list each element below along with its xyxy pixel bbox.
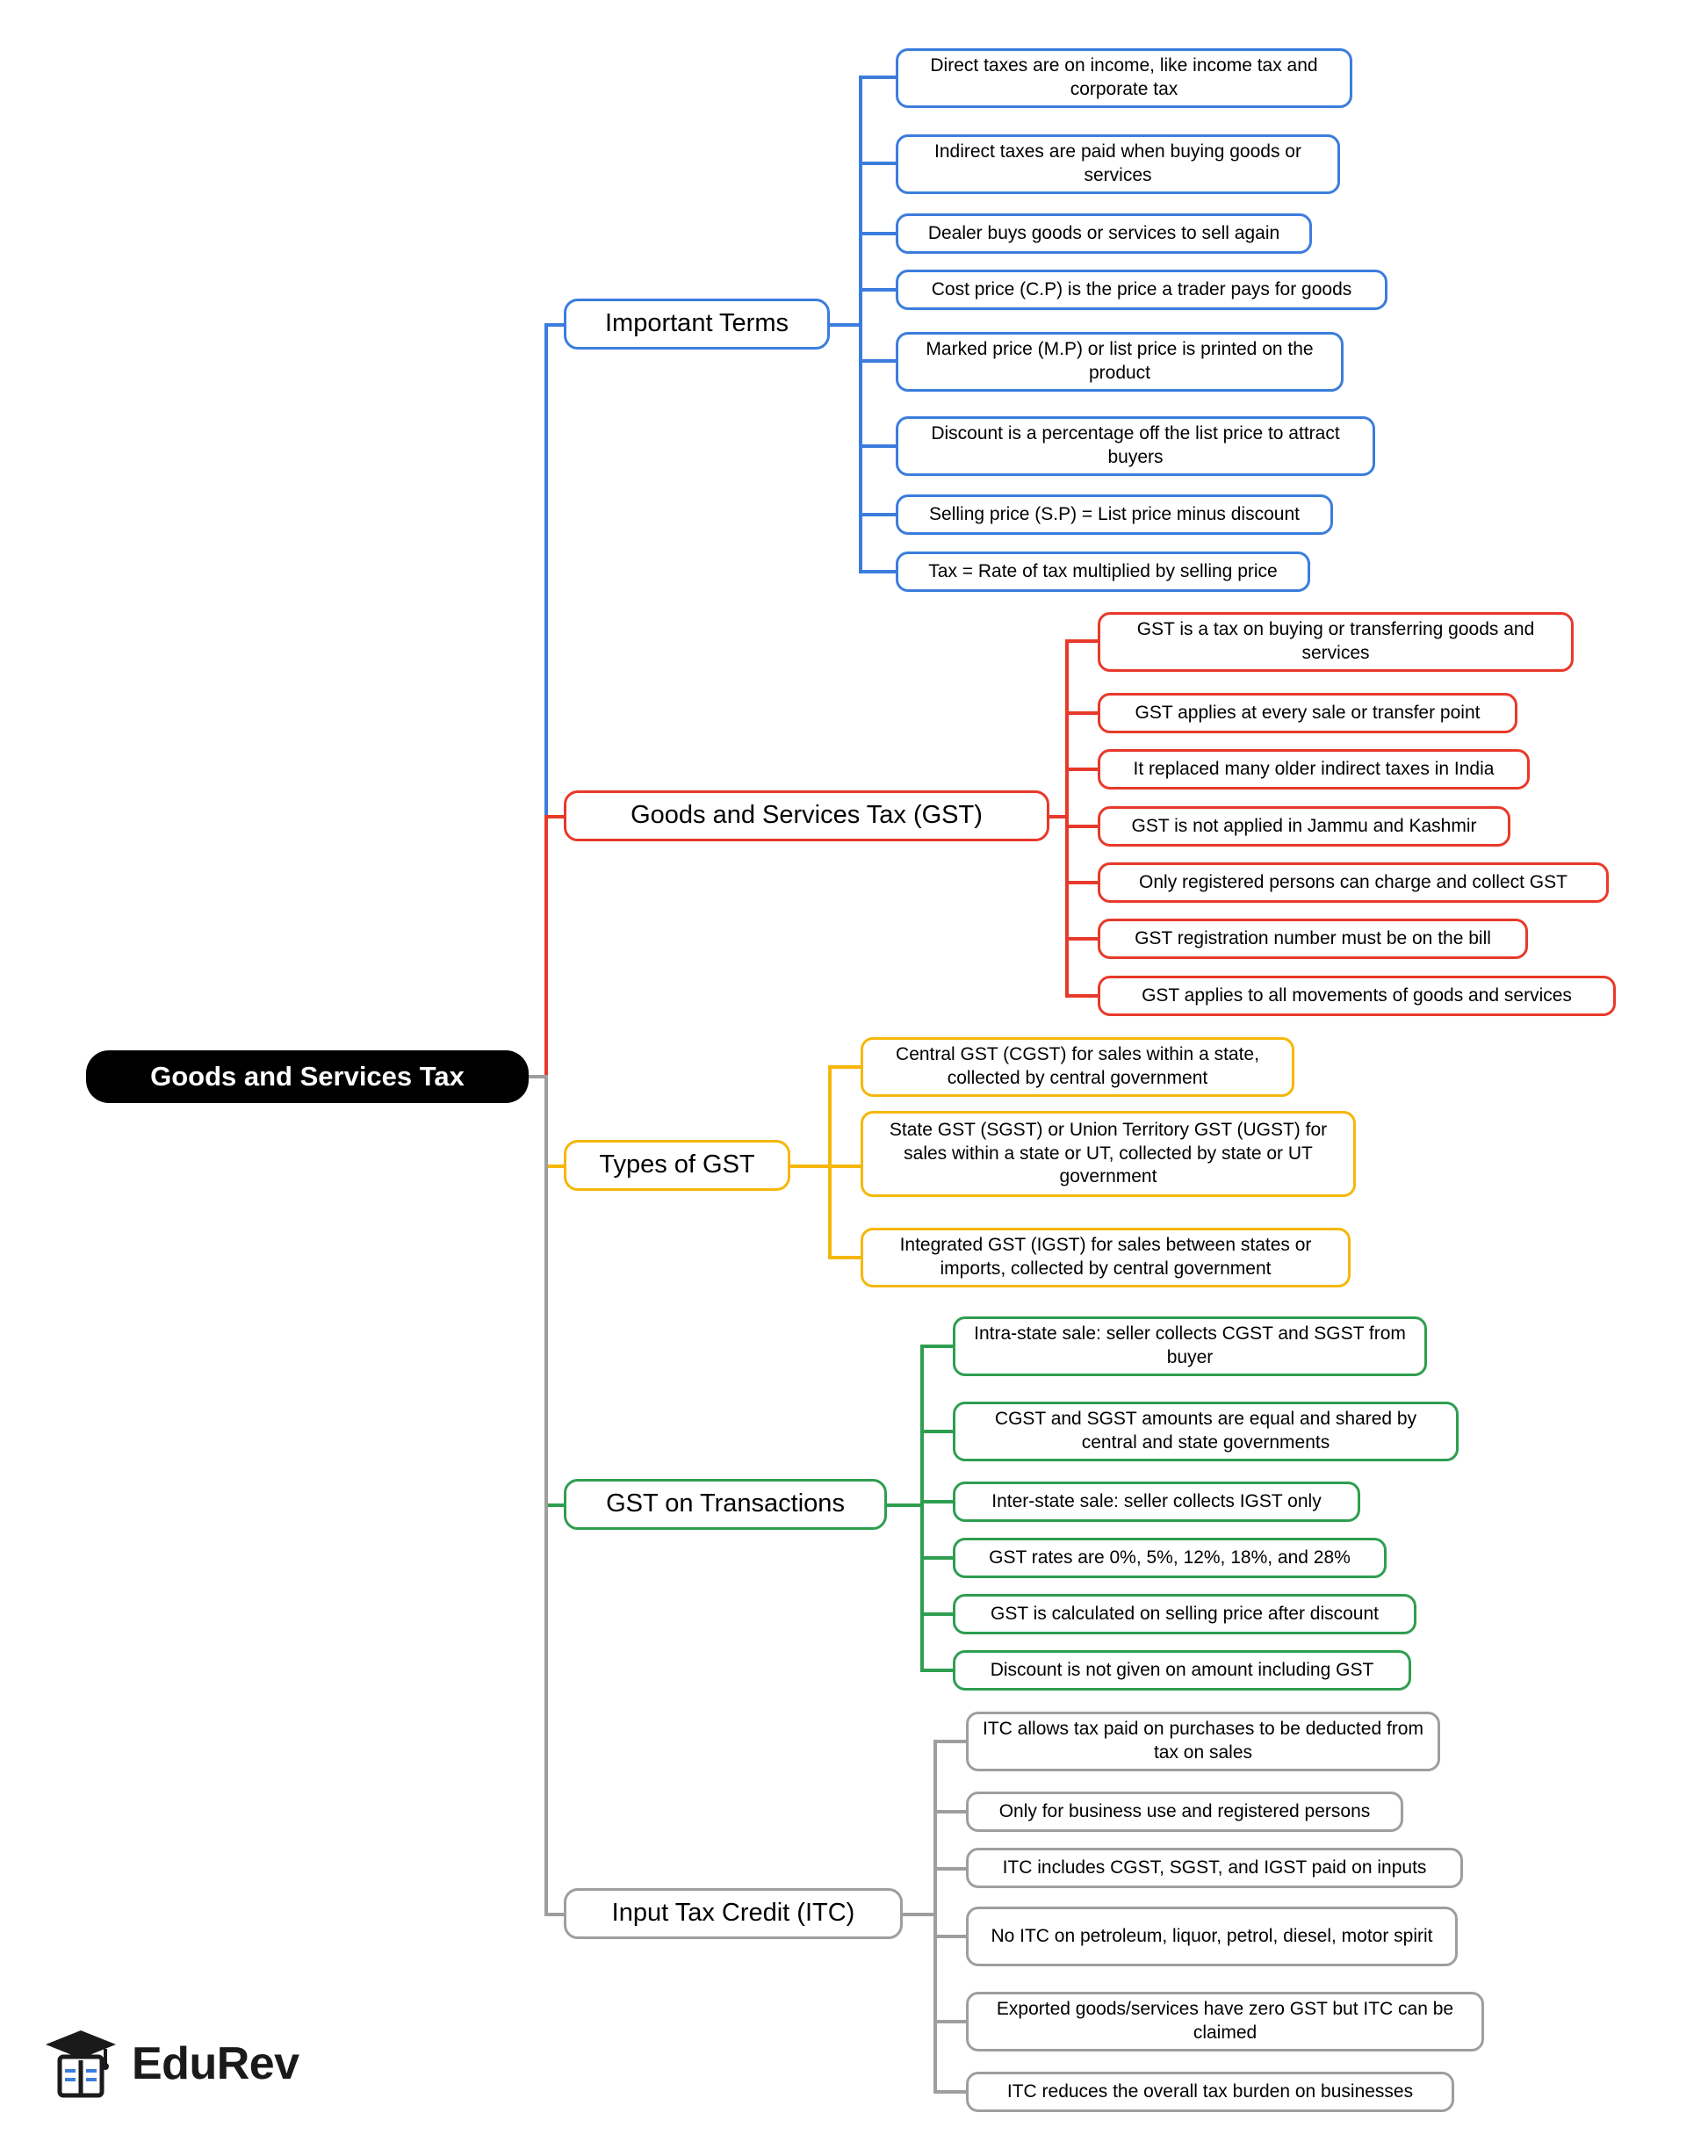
leaf-node[interactable] (966, 1907, 1458, 1966)
leaf-node[interactable] (896, 494, 1333, 535)
leaf-label: Intra-state sale: seller collects CGST and SGST from buyer (974, 1323, 1406, 1367)
leaf-node[interactable] (896, 134, 1340, 194)
leaf-label: Integrated GST (IGST) for sales between states or imports, collected by central government (899, 1235, 1312, 1279)
leaf-node[interactable] (896, 332, 1344, 392)
leaf-label: ITC reduces the overall tax burden on businesses (1006, 2080, 1414, 2102)
leaf-label: Exported goods/services have zero GST but ITC can be claimed (996, 1999, 1454, 2043)
leaf-node[interactable] (966, 2072, 1454, 2112)
branch-types-of-gst[interactable] (564, 1140, 790, 1191)
leaf-node[interactable] (861, 1037, 1294, 1097)
leaf-node[interactable] (953, 1650, 1411, 1691)
branch-label: GST on Transactions (606, 1489, 845, 1518)
leaf-label: Central GST (CGST) for sales within a state, collected by central government (896, 1044, 1259, 1088)
leaf-node[interactable] (966, 1848, 1463, 1888)
brand-name: EduRev (132, 2038, 299, 2089)
root-label: Goods and Services Tax (150, 1061, 465, 1092)
leaf-label: Tax = Rate of tax multiplied by selling price (928, 560, 1278, 581)
leaf-node[interactable] (1098, 693, 1517, 733)
leaf-node[interactable] (896, 48, 1352, 108)
leaf-label: Dealer buys goods or services to sell again (927, 222, 1280, 243)
leaf-node[interactable] (1098, 976, 1616, 1016)
leaf-node[interactable] (1098, 749, 1530, 790)
leaf-node[interactable] (953, 1594, 1416, 1634)
leaf-node[interactable] (1098, 612, 1574, 672)
leaf-label: It replaced many older indirect taxes in India (1133, 758, 1495, 779)
leaf-label: Only for business use and registered persons (998, 1800, 1371, 1821)
leaf-label: Marked price (M.P) or list price is printed on the product (926, 339, 1314, 383)
branch-label: Input Tax Credit (ITC) (611, 1899, 855, 1928)
branch-label: Types of GST (599, 1150, 755, 1179)
branch-input-tax-credit[interactable] (564, 1888, 903, 1939)
leaf-label: Selling price (S.P) = List price minus discount (929, 503, 1300, 524)
leaf-label: No ITC on petroleum, liquor, petrol, diesel, motor spirit (991, 1925, 1433, 1946)
leaf-label: GST is calculated on selling price after discount (990, 1603, 1379, 1624)
leaf-label: ITC allows tax paid on purchases to be deducted from tax on sales (983, 1719, 1423, 1763)
leaf-node[interactable] (1098, 862, 1609, 903)
leaf-node[interactable] (966, 1992, 1484, 2051)
leaf-node[interactable] (1098, 919, 1528, 959)
leaf-label: Discount is a percentage off the list price to attract buyers (931, 423, 1340, 467)
leaf-node[interactable] (953, 1402, 1459, 1461)
leaf-node[interactable] (861, 1111, 1356, 1197)
leaf-node[interactable] (953, 1538, 1387, 1578)
leaf-label: ITC includes CGST, SGST, and IGST paid on inputs (1002, 1857, 1427, 1878)
leaf-node[interactable] (896, 213, 1312, 254)
root-node[interactable] (86, 1050, 529, 1103)
leaf-node[interactable] (966, 1712, 1440, 1771)
branch-label: Goods and Services Tax (GST) (631, 801, 983, 830)
leaf-label: GST is not applied in Jammu and Kashmir (1131, 815, 1477, 836)
branch-goods-and-services-tax[interactable] (564, 790, 1049, 841)
edurev-logo (42, 2011, 332, 2116)
leaf-node[interactable] (896, 416, 1375, 476)
leaf-label: Cost price (C.P) is the price a trader pays for goods (931, 278, 1352, 299)
leaf-node[interactable] (1098, 806, 1510, 847)
branch-important-terms[interactable] (564, 299, 830, 350)
leaf-node[interactable] (896, 270, 1387, 310)
branch-label: Important Terms (605, 309, 789, 338)
leaf-label: GST is a tax on buying or transferring goods and services (1136, 619, 1535, 663)
leaf-node[interactable] (953, 1316, 1427, 1376)
leaf-node[interactable] (953, 1482, 1360, 1522)
graduation-cap-icon (42, 2025, 119, 2102)
leaf-label: Inter-state sale: seller collects IGST only (991, 1490, 1322, 1511)
leaf-label: GST rates are 0%, 5%, 12%, 18%, and 28% (989, 1547, 1351, 1568)
leaf-node[interactable] (966, 1792, 1403, 1832)
leaf-label: Discount is not given on amount including GST (990, 1659, 1374, 1680)
branch-gst-on-transactions[interactable] (564, 1479, 887, 1530)
leaf-label: Indirect taxes are paid when buying goods or services (934, 141, 1301, 185)
leaf-label: GST applies at every sale or transfer point (1135, 702, 1481, 723)
leaf-node[interactable] (861, 1228, 1351, 1287)
leaf-label: CGST and SGST amounts are equal and shared by central and state governments (994, 1409, 1417, 1453)
leaf-node[interactable] (896, 552, 1310, 592)
leaf-label: GST applies to all movements of goods and services (1142, 984, 1572, 1006)
leaf-label: State GST (SGST) or Union Territory GST (UGST) for sales within a state or UT, collected by state or UT government (889, 1119, 1328, 1187)
leaf-label: Only registered persons can charge and collect GST (1139, 871, 1567, 892)
leaf-label: GST registration number must be on the bill (1135, 927, 1491, 948)
leaf-label: Direct taxes are on income, like income tax and corporate tax (930, 55, 1318, 99)
